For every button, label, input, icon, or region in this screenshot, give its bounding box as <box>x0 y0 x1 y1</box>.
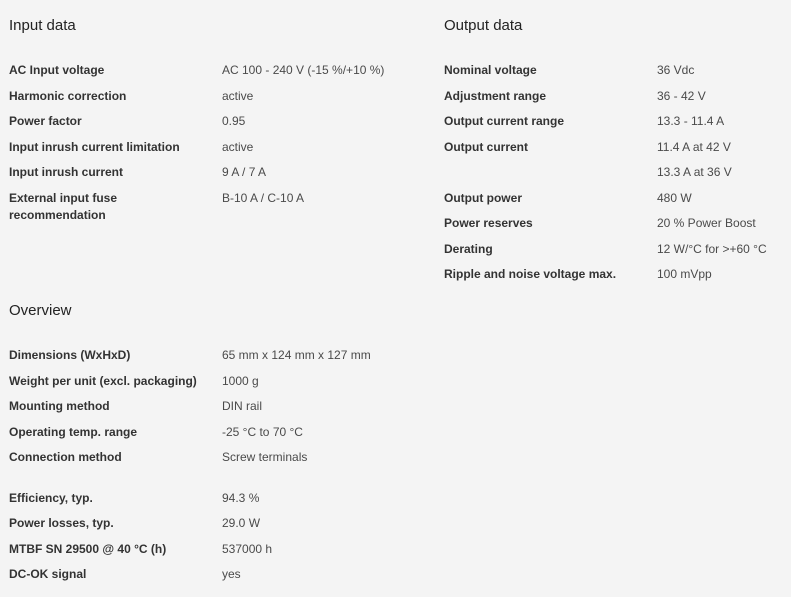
spec-value: 13.3 - 11.4 A <box>657 114 725 128</box>
output-data-section <box>444 17 522 35</box>
overview-section <box>9 302 72 320</box>
spec-label: Adjustment range <box>444 89 547 103</box>
spec-value: 29.0 W <box>222 516 261 530</box>
spec-value: -25 °C to 70 °C <box>222 425 303 439</box>
spec-label: Output current <box>444 140 528 154</box>
spec-value: 12 W/°C for >+60 °C <box>657 242 767 256</box>
spec-label: MTBF SN 29500 @ 40 °C (h) <box>9 542 167 556</box>
spec-value: 0.95 <box>222 114 246 128</box>
spec-label: Output power <box>444 191 522 205</box>
spec-label: Dimensions (WxHxD) <box>9 348 131 362</box>
spec-value: yes <box>222 567 241 581</box>
spec-label: Output current range <box>444 114 565 128</box>
spec-label: Power factor <box>9 114 82 128</box>
spec-value: 13.3 A at 36 V <box>657 165 732 179</box>
spec-label: Input inrush current limitation <box>9 140 180 154</box>
spec-label: External input fuse recommendation <box>9 191 118 222</box>
spec-label: Power reserves <box>444 216 533 230</box>
input-data-section <box>9 17 76 35</box>
spec-label: Efficiency, typ. <box>9 491 93 505</box>
spec-value: 537000 h <box>222 542 273 556</box>
spec-label: Nominal voltage <box>444 63 537 77</box>
spec-value: 65 mm x 124 mm x 127 mm <box>222 348 371 362</box>
spec-value: 36 - 42 V <box>657 89 706 103</box>
spec-value: active <box>222 89 254 103</box>
spec-value: 1000 g <box>222 374 259 388</box>
spec-value: 100 mVpp <box>657 267 712 281</box>
spec-value: active <box>222 140 254 154</box>
spec-value: 36 Vdc <box>657 63 695 77</box>
spec-label: Derating <box>444 242 493 256</box>
spec-label: Ripple and noise voltage max. <box>444 267 617 281</box>
output-data-title: Output data <box>444 17 523 34</box>
spec-label: Mounting method <box>9 399 110 413</box>
spec-label: DC-OK signal <box>9 567 87 581</box>
spec-value: 11.4 A at 42 V <box>657 140 731 154</box>
spec-label: Input inrush current <box>9 165 123 179</box>
spec-value: Screw terminals <box>222 450 308 464</box>
spec-value: 94.3 % <box>222 491 260 505</box>
overview-title: Overview <box>9 302 72 319</box>
spec-value: 20 % Power Boost <box>657 216 756 230</box>
input-data-title: Input data <box>9 17 76 34</box>
spec-value: B-10 A / C-10 A <box>222 191 305 205</box>
spec-value: DIN rail <box>222 399 263 413</box>
spec-label: Operating temp. range <box>9 425 138 439</box>
spec-label: Harmonic correction <box>9 89 127 103</box>
spec-label: AC Input voltage <box>9 63 105 77</box>
spec-label: Power losses, typ. <box>9 516 114 530</box>
spec-value: 480 W <box>657 191 692 205</box>
spec-label: Connection method <box>9 450 122 464</box>
spec-value: AC 100 - 240 V (-15 %/+10 %) <box>222 63 385 77</box>
spec-value: 9 A / 7 A <box>222 165 267 179</box>
spec-label: Weight per unit (excl. packaging) <box>9 374 197 388</box>
